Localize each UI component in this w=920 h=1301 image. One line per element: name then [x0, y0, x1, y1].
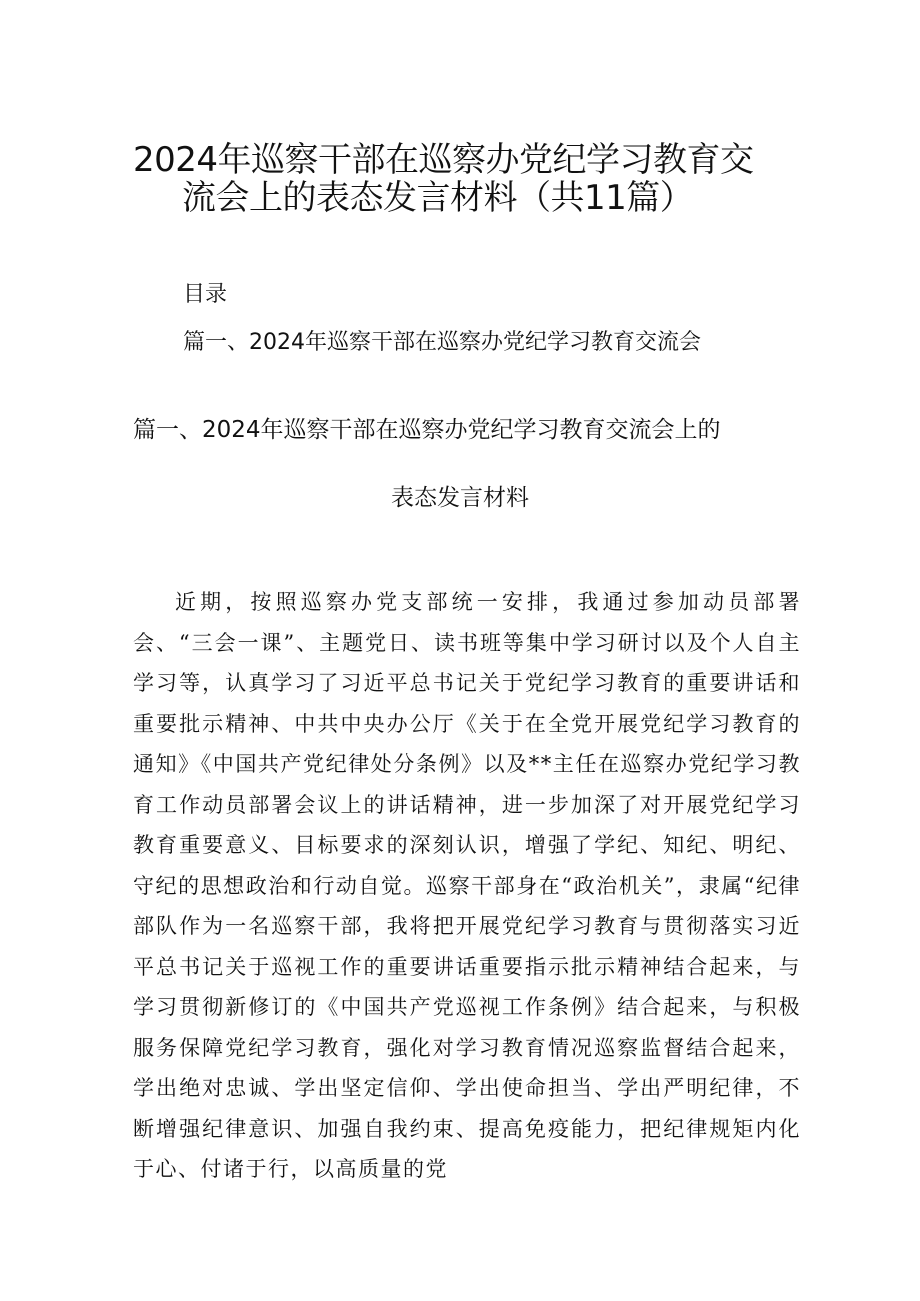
document-title-line-2: 流会上的表态发言材料（共11篇）: [182, 178, 694, 218]
body-paragraph: 近期，按照巡察办党支部统一安排，我通过参加动员部署会、“三会一课”、主题党日、读书班等集中学习研讨以及个人自主学习等，认真学习了习近平总书记关于党纪学习教育的重要讲话和重要批示精神、中共中央办公厅《关于在全党开展党纪学习教育的通知》《中国共产党纪律处分条例》以及**主任在巡察办党纪学习教育工作动员部署会议上的讲话精神，进一步加深了对开展党纪学习教育重要意义、目标要求的深刻认识，增强了学纪、知纪、明纪、守纪的思想政治和行动自觉。巡察干部身在“政治机关”，隶属“纪律部队作为一名巡察干部，我将把开展党纪学习教育与贯彻落实习近平总书记关于巡视工作的重要讲话重要指示批示精神结合起来，与学习贯彻新修订的《中国共产党巡视工作条例》结合起来，与积极服务保障党纪学习教育，强化对学习教育情况巡察监督结合起来，学出绝对忠诚、学出坚定信仰、学出使命担当、学出严明纪律，不断增强纪律意识、加强自我约束、提高免疫能力，把纪律规矩内化于心、付诸于行，以高质量的党: [133, 590, 801, 1181]
section-body: [133, 582, 801, 1190]
section-title-line-1: 篇一、2024年巡察干部在巡察办党纪学习教育交流会上的: [133, 417, 721, 443]
toc-heading: 目录: [183, 282, 228, 307]
section-title-line-2: 表态发言材料: [391, 485, 529, 511]
document-title-line-1: 2024年巡察干部在巡察办党纪学习教育交: [133, 140, 754, 180]
toc-item-1: 篇一、2024年巡察干部在巡察办党纪学习教育交流会: [183, 330, 701, 355]
